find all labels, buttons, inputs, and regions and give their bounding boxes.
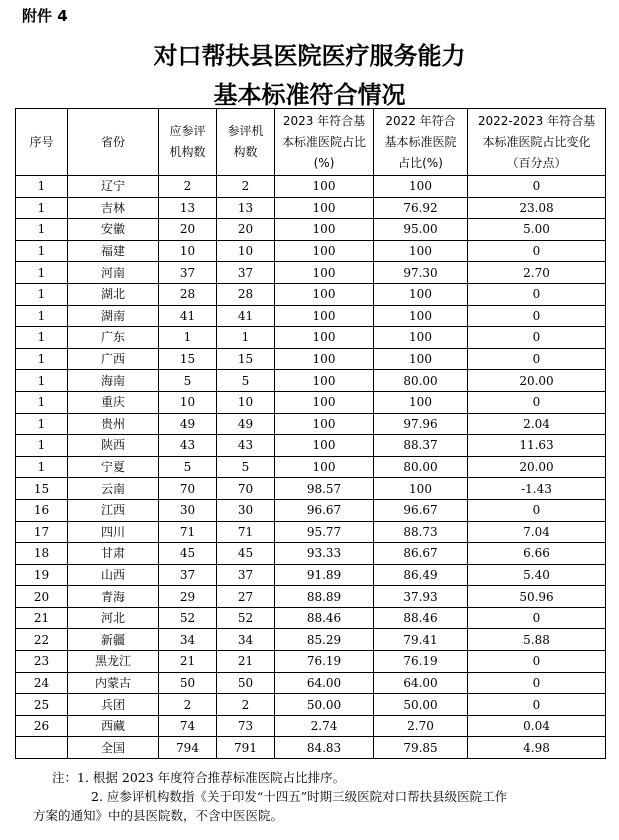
table-row <box>16 391 606 413</box>
cell-rate-2023: 100 <box>275 176 374 198</box>
cell-province: 湖南 <box>68 305 159 327</box>
cell-rate-2022: 100 <box>374 305 468 327</box>
cell-rate-change: 5.88 <box>468 629 606 651</box>
cell-required-count: 43 <box>159 435 217 457</box>
cell-rate-2022: 76.92 <box>374 197 468 219</box>
cell-rate-2022: 80.00 <box>374 456 468 478</box>
cell-participating-count: 45 <box>217 543 275 565</box>
cell-participating-count: 27 <box>217 586 275 608</box>
cell-rate-2022: 50.00 <box>374 694 468 716</box>
cell-required-count: 74 <box>159 715 217 737</box>
cell-rank: 20 <box>16 586 68 608</box>
table-row <box>16 197 606 219</box>
cell-required-count: 13 <box>159 197 217 219</box>
col-header-participating-count: 参评机构数 <box>217 109 275 176</box>
col-header-rank: 序号 <box>16 109 68 176</box>
cell-participating-count: 10 <box>217 391 275 413</box>
cell-required-count: 45 <box>159 543 217 565</box>
table-row <box>16 629 606 651</box>
table-row <box>16 435 606 457</box>
cell-rank: 19 <box>16 564 68 586</box>
cell-rank: 1 <box>16 348 68 370</box>
cell-province: 西藏 <box>68 715 159 737</box>
cell-required-count: 30 <box>159 499 217 521</box>
cell-rate-2022: 96.67 <box>374 499 468 521</box>
cell-rate-2022: 79.85 <box>374 737 468 759</box>
page-subtitle: 基本标准符合情况 <box>213 81 406 109</box>
table-header-row <box>16 109 606 176</box>
cell-rate-2022: 100 <box>374 240 468 262</box>
table-row <box>16 478 606 500</box>
cell-rate-2023: 93.33 <box>275 543 374 565</box>
cell-rate-change: 50.96 <box>468 586 606 608</box>
cell-rate-change: 0 <box>468 305 606 327</box>
col-header-rate-change: 2022-2023 年符合基本标准医院占比变化（百分点） <box>468 109 606 176</box>
note-2-line-2: 方案的通知》中的县医院数，不含中医医院。 <box>33 808 284 823</box>
cell-participating-count: 52 <box>217 607 275 629</box>
cell-participating-count: 30 <box>217 499 275 521</box>
cell-required-count: 37 <box>159 564 217 586</box>
note-2-line-1: 2. 应参评机构数指《关于印发“十四五”时期三级医院对口帮扶县级医院工作 <box>91 789 508 804</box>
cell-participating-count: 73 <box>217 715 275 737</box>
cell-participating-count: 10 <box>217 240 275 262</box>
cell-participating-count: 37 <box>217 564 275 586</box>
cell-rate-change: 20.00 <box>468 456 606 478</box>
cell-rate-change: 0 <box>468 283 606 305</box>
cell-rate-2022: 86.67 <box>374 543 468 565</box>
cell-rank: 18 <box>16 543 68 565</box>
table-row <box>16 240 606 262</box>
col-header-province: 省份 <box>68 109 159 176</box>
cell-rate-2023: 100 <box>275 348 374 370</box>
cell-rate-change: 23.08 <box>468 197 606 219</box>
cell-rate-change: 20.00 <box>468 370 606 392</box>
cell-rate-2023: 100 <box>275 197 374 219</box>
cell-rate-2023: 100 <box>275 305 374 327</box>
cell-rate-2023: 84.83 <box>275 737 374 759</box>
cell-participating-count: 20 <box>217 219 275 241</box>
cell-rate-change: 5.00 <box>468 219 606 241</box>
cell-rank: 23 <box>16 651 68 673</box>
cell-required-count: 41 <box>159 305 217 327</box>
cell-province: 河南 <box>68 262 159 284</box>
cell-rank: 1 <box>16 283 68 305</box>
table-row <box>16 219 606 241</box>
cell-rate-2023: 100 <box>275 240 374 262</box>
cell-province: 青海 <box>68 586 159 608</box>
cell-province: 兵团 <box>68 694 159 716</box>
cell-rate-2022: 100 <box>374 283 468 305</box>
cell-rate-2022: 97.96 <box>374 413 468 435</box>
cell-rate-change: 0 <box>468 240 606 262</box>
cell-rank: 17 <box>16 521 68 543</box>
table-row <box>16 737 606 759</box>
col-header-2022-rate: 2022 年符合基本标准医院占比(%) <box>374 109 468 176</box>
cell-rank: 22 <box>16 629 68 651</box>
cell-province: 陕西 <box>68 435 159 457</box>
cell-participating-count: 5 <box>217 370 275 392</box>
cell-province: 全国 <box>68 737 159 759</box>
cell-rate-change: 0 <box>468 327 606 349</box>
cell-rate-2023: 100 <box>275 413 374 435</box>
cell-required-count: 10 <box>159 391 217 413</box>
cell-rate-change: 0 <box>468 651 606 673</box>
cell-required-count: 794 <box>159 737 217 759</box>
col-header-2023-rate: 2023 年符合基本标准医院占比(%) <box>275 109 374 176</box>
cell-province: 吉林 <box>68 197 159 219</box>
cell-required-count: 70 <box>159 478 217 500</box>
cell-rate-2023: 100 <box>275 435 374 457</box>
cell-province: 广东 <box>68 327 159 349</box>
cell-rank: 1 <box>16 413 68 435</box>
cell-rate-change: 0 <box>468 607 606 629</box>
cell-rate-change: 0 <box>468 694 606 716</box>
cell-required-count: 52 <box>159 607 217 629</box>
cell-rank: 1 <box>16 391 68 413</box>
cell-required-count: 5 <box>159 456 217 478</box>
cell-participating-count: 28 <box>217 283 275 305</box>
cell-participating-count: 791 <box>217 737 275 759</box>
cell-rank: 21 <box>16 607 68 629</box>
cell-participating-count: 2 <box>217 176 275 198</box>
cell-required-count: 34 <box>159 629 217 651</box>
cell-rank: 1 <box>16 327 68 349</box>
cell-rank: 1 <box>16 176 68 198</box>
table-row <box>16 327 606 349</box>
cell-rate-change: 0 <box>468 391 606 413</box>
table-row <box>16 715 606 737</box>
table-row <box>16 305 606 327</box>
cell-rate-2022: 37.93 <box>374 586 468 608</box>
cell-rate-2023: 98.57 <box>275 478 374 500</box>
cell-province: 安徽 <box>68 219 159 241</box>
cell-rate-change: 4.98 <box>468 737 606 759</box>
cell-rate-change: 0.04 <box>468 715 606 737</box>
cell-rate-2022: 100 <box>374 176 468 198</box>
cell-participating-count: 49 <box>217 413 275 435</box>
cell-required-count: 49 <box>159 413 217 435</box>
cell-rank: 1 <box>16 262 68 284</box>
cell-rate-change: 0 <box>468 348 606 370</box>
cell-participating-count: 15 <box>217 348 275 370</box>
cell-participating-count: 41 <box>217 305 275 327</box>
cell-rank: 16 <box>16 499 68 521</box>
cell-rate-2023: 95.77 <box>275 521 374 543</box>
cell-rate-change: 2.04 <box>468 413 606 435</box>
cell-province: 内蒙古 <box>68 672 159 694</box>
cell-required-count: 10 <box>159 240 217 262</box>
cell-rank: 1 <box>16 370 68 392</box>
table-row <box>16 499 606 521</box>
cell-required-count: 50 <box>159 672 217 694</box>
compliance-table <box>15 108 606 759</box>
cell-rate-change: 6.66 <box>468 543 606 565</box>
cell-participating-count: 5 <box>217 456 275 478</box>
cell-province: 江西 <box>68 499 159 521</box>
cell-rank: 1 <box>16 435 68 457</box>
cell-province: 重庆 <box>68 391 159 413</box>
cell-rate-2022: 2.70 <box>374 715 468 737</box>
cell-rate-2022: 79.41 <box>374 629 468 651</box>
cell-province: 辽宁 <box>68 176 159 198</box>
cell-rate-2023: 100 <box>275 262 374 284</box>
cell-required-count: 21 <box>159 651 217 673</box>
cell-participating-count: 43 <box>217 435 275 457</box>
cell-rank: 1 <box>16 240 68 262</box>
col-header-required-count: 应参评机构数 <box>159 109 217 176</box>
table-row <box>16 672 606 694</box>
cell-participating-count: 1 <box>217 327 275 349</box>
cell-rate-2023: 85.29 <box>275 629 374 651</box>
cell-required-count: 5 <box>159 370 217 392</box>
table-row <box>16 521 606 543</box>
cell-participating-count: 2 <box>217 694 275 716</box>
cell-participating-count: 50 <box>217 672 275 694</box>
cell-required-count: 2 <box>159 176 217 198</box>
cell-rate-change: 11.63 <box>468 435 606 457</box>
table-row <box>16 370 606 392</box>
cell-province: 河北 <box>68 607 159 629</box>
cell-rate-2023: 100 <box>275 456 374 478</box>
cell-rate-2022: 100 <box>374 391 468 413</box>
cell-rate-2022: 86.49 <box>374 564 468 586</box>
cell-province: 云南 <box>68 478 159 500</box>
cell-required-count: 2 <box>159 694 217 716</box>
cell-required-count: 20 <box>159 219 217 241</box>
cell-rate-2022: 100 <box>374 348 468 370</box>
cell-rate-2022: 100 <box>374 327 468 349</box>
cell-rank: 1 <box>16 197 68 219</box>
cell-participating-count: 34 <box>217 629 275 651</box>
cell-participating-count: 13 <box>217 197 275 219</box>
annex-label: 附件 4 <box>22 7 68 25</box>
cell-rate-2023: 91.89 <box>275 564 374 586</box>
cell-rate-2023: 2.74 <box>275 715 374 737</box>
cell-rank: 1 <box>16 456 68 478</box>
cell-rate-change: 0 <box>468 672 606 694</box>
table-row <box>16 651 606 673</box>
cell-rate-2023: 96.67 <box>275 499 374 521</box>
cell-rate-2023: 100 <box>275 327 374 349</box>
cell-rate-2023: 88.89 <box>275 586 374 608</box>
cell-province: 海南 <box>68 370 159 392</box>
page-title: 对口帮扶县医院医疗服务能力 <box>153 42 466 70</box>
cell-rate-2022: 64.00 <box>374 672 468 694</box>
cell-required-count: 71 <box>159 521 217 543</box>
cell-participating-count: 21 <box>217 651 275 673</box>
cell-rate-change: -1.43 <box>468 478 606 500</box>
cell-province: 四川 <box>68 521 159 543</box>
table-row <box>16 413 606 435</box>
cell-required-count: 15 <box>159 348 217 370</box>
cell-rank: 24 <box>16 672 68 694</box>
table-row <box>16 543 606 565</box>
cell-participating-count: 70 <box>217 478 275 500</box>
cell-rate-change: 2.70 <box>468 262 606 284</box>
cell-rank: 26 <box>16 715 68 737</box>
notes <box>33 768 600 825</box>
cell-rate-change: 5.40 <box>468 564 606 586</box>
cell-participating-count: 71 <box>217 521 275 543</box>
cell-rate-2022: 88.73 <box>374 521 468 543</box>
cell-rate-2022: 88.46 <box>374 607 468 629</box>
cell-rank: 1 <box>16 305 68 327</box>
cell-province: 宁夏 <box>68 456 159 478</box>
table-row <box>16 348 606 370</box>
cell-rate-change: 0 <box>468 499 606 521</box>
table-row <box>16 586 606 608</box>
table-body <box>16 176 606 759</box>
cell-required-count: 28 <box>159 283 217 305</box>
cell-rate-change: 7.04 <box>468 521 606 543</box>
cell-required-count: 1 <box>159 327 217 349</box>
cell-rate-2023: 50.00 <box>275 694 374 716</box>
table-row <box>16 564 606 586</box>
table-row <box>16 456 606 478</box>
cell-rate-2023: 100 <box>275 283 374 305</box>
note-1: 注：1. 根据 2023 年度符合推荐标准医院占比排序。 <box>52 770 346 785</box>
cell-province: 广西 <box>68 348 159 370</box>
table-row <box>16 607 606 629</box>
cell-rate-2022: 100 <box>374 478 468 500</box>
cell-rank: 1 <box>16 219 68 241</box>
cell-rate-2022: 76.19 <box>374 651 468 673</box>
table-row <box>16 262 606 284</box>
cell-province: 福建 <box>68 240 159 262</box>
cell-rate-2023: 100 <box>275 370 374 392</box>
cell-rate-2023: 76.19 <box>275 651 374 673</box>
cell-province: 湖北 <box>68 283 159 305</box>
cell-rate-2022: 88.37 <box>374 435 468 457</box>
cell-province: 新疆 <box>68 629 159 651</box>
cell-rate-2023: 100 <box>275 391 374 413</box>
cell-rate-2023: 88.46 <box>275 607 374 629</box>
cell-province: 甘肃 <box>68 543 159 565</box>
cell-rate-2022: 80.00 <box>374 370 468 392</box>
cell-rank: 25 <box>16 694 68 716</box>
cell-province: 山西 <box>68 564 159 586</box>
table-row <box>16 176 606 198</box>
cell-required-count: 37 <box>159 262 217 284</box>
cell-rate-2023: 64.00 <box>275 672 374 694</box>
table-row <box>16 283 606 305</box>
cell-rate-change: 0 <box>468 176 606 198</box>
cell-required-count: 29 <box>159 586 217 608</box>
cell-rank: 15 <box>16 478 68 500</box>
cell-rate-2022: 95.00 <box>374 219 468 241</box>
cell-province: 贵州 <box>68 413 159 435</box>
cell-rank <box>16 737 68 759</box>
cell-rate-2023: 100 <box>275 219 374 241</box>
cell-participating-count: 37 <box>217 262 275 284</box>
table-row <box>16 694 606 716</box>
cell-rate-2022: 97.30 <box>374 262 468 284</box>
cell-province: 黑龙江 <box>68 651 159 673</box>
